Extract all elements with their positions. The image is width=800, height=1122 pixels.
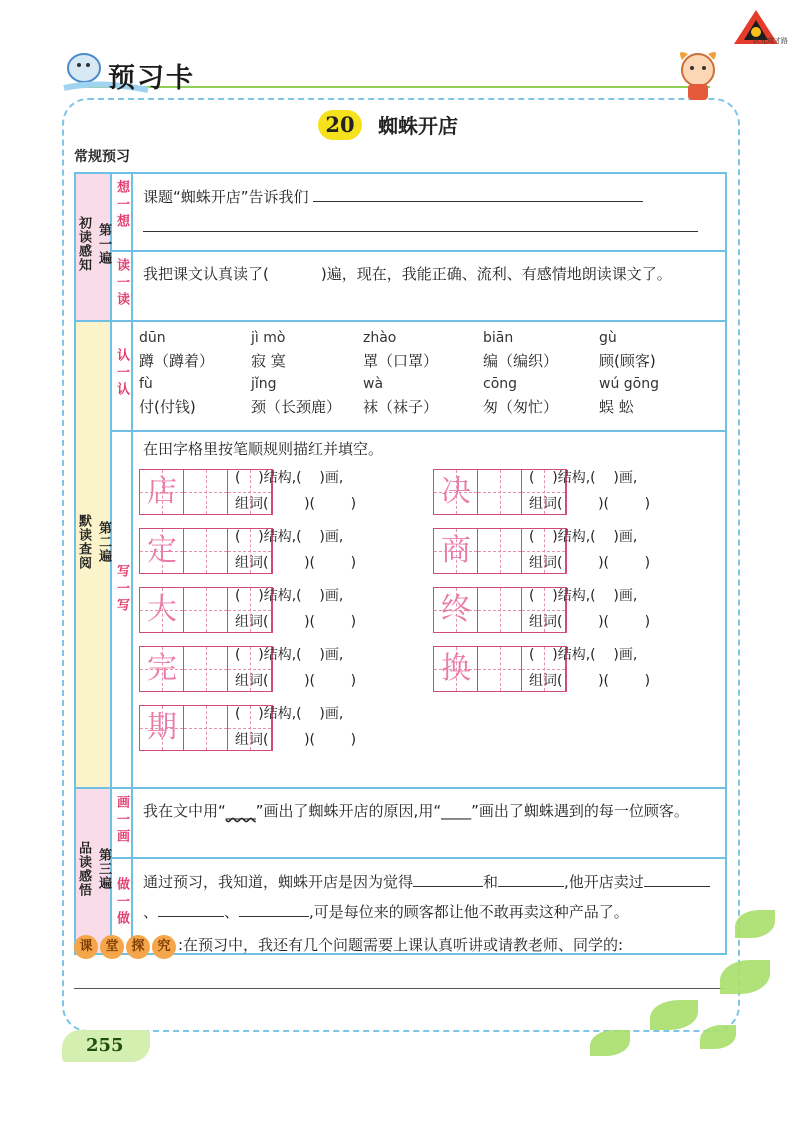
zuo-text-5: 、 xyxy=(224,903,240,921)
hanzi-word: 袜（袜子） xyxy=(363,398,439,416)
word-group-blank[interactable]: 组词( )( ) xyxy=(235,673,357,689)
structure-strokes-blank[interactable]: ( )结构,( )画, xyxy=(529,588,638,604)
hanzi-word: 颈（长颈鹿） xyxy=(251,398,342,416)
word-group-blank[interactable]: 组词( )( ) xyxy=(529,614,651,630)
word-group-blank[interactable]: 组词( )( ) xyxy=(235,555,357,571)
trace-character: 定 xyxy=(147,533,177,568)
tianzige-cell[interactable] xyxy=(478,588,522,632)
answer-blank[interactable] xyxy=(644,870,710,887)
part-2-label xyxy=(75,321,111,788)
part-2-title: 默读查阅 xyxy=(76,514,91,570)
hua-text-2: ”画出了蜘蛛开店的原因,用“ xyxy=(255,802,442,820)
answer-line[interactable] xyxy=(74,988,724,989)
inquiry-circle: 堂 xyxy=(100,935,124,959)
answer-blank[interactable] xyxy=(498,870,564,887)
xiang-text: 课题“蜘蛛开店”告诉我们 xyxy=(143,188,309,206)
pinyin: zhào xyxy=(363,330,397,346)
structure-strokes-blank[interactable]: ( )结构,( )画, xyxy=(529,647,638,663)
trace-character: 换 xyxy=(441,651,471,686)
tianzige-cell[interactable] xyxy=(184,647,228,691)
trace-character: 商 xyxy=(441,533,471,568)
answer-blank[interactable] xyxy=(413,870,483,887)
leaf-decoration-icon xyxy=(590,1030,630,1056)
tianzige-cell[interactable] xyxy=(478,470,522,514)
ren-cell xyxy=(132,321,726,431)
structure-strokes-blank[interactable]: ( )结构,( )画, xyxy=(235,647,344,663)
inquiry-circle: 课 xyxy=(74,935,98,959)
hanzi-word: 寂 寞 xyxy=(251,352,286,370)
pinyin-grid xyxy=(133,322,725,428)
card-title: 预习卡 xyxy=(108,63,195,94)
word-group-blank[interactable]: 组词( )( ) xyxy=(529,555,651,571)
hanzi-word: 蹲（蹲着） xyxy=(139,352,215,370)
zuo-text-2: 和 xyxy=(483,873,499,891)
hanzi-word: 付(付钱) xyxy=(139,398,196,416)
lesson-title: 蜘蛛开店 xyxy=(378,114,458,138)
trace-character: 大 xyxy=(147,592,177,627)
tianzige-cell[interactable] xyxy=(478,529,522,573)
part-1-title: 初读感知 xyxy=(76,216,91,272)
xiang-cell xyxy=(132,173,726,251)
word-group-blank[interactable]: 组词( )( ) xyxy=(235,614,357,630)
section-label: 常规预习 xyxy=(74,149,130,165)
answer-line[interactable] xyxy=(313,185,643,202)
trace-character: 完 xyxy=(147,651,177,686)
pinyin: dūn xyxy=(139,330,166,346)
pinyin: gù xyxy=(599,330,617,346)
du-cell xyxy=(132,251,726,321)
mascot-icon xyxy=(668,44,728,104)
part-1-label xyxy=(75,173,111,321)
du-text-2: )遍，现在，我能正确、流利、有感情地朗读课文了。 xyxy=(320,265,672,283)
hua-text-3: ”画出了蜘蛛遇到的每一位顾客。 xyxy=(471,802,689,820)
page-number: 255 xyxy=(86,1035,124,1056)
zuo-text-1: 通过预习，我知道，蜘蛛开店是因为觉得 xyxy=(143,873,414,891)
tianzige-cell[interactable] xyxy=(184,706,228,750)
leaf-decoration-icon xyxy=(700,1025,736,1049)
wavy-line-mark: ____ xyxy=(225,802,256,820)
tag-hua: 画一画 xyxy=(111,788,132,858)
answer-line[interactable] xyxy=(143,215,698,232)
zuo-text-4: 、 xyxy=(143,903,159,921)
word-group-blank[interactable]: 组词( )( ) xyxy=(235,732,357,748)
straight-line-mark: ____ xyxy=(441,802,472,820)
hua-cell xyxy=(132,788,726,858)
pinyin: jǐng xyxy=(251,376,277,392)
pinyin: biān xyxy=(483,330,514,346)
part-3-title: 品读感悟 xyxy=(76,841,91,897)
zuo-text-6: ,可是每位来的顾客都让他不敢再卖这种产品了。 xyxy=(309,903,629,921)
inquiry-prompt xyxy=(74,934,623,959)
part-3-name: 第三遍 xyxy=(96,848,111,890)
preview-table xyxy=(74,172,727,955)
trace-character: 终 xyxy=(441,592,471,627)
hua-text-1: 我在文中用“ xyxy=(143,802,226,820)
lesson-number-badge: 20 xyxy=(318,110,362,140)
tag-xiang: 想一想 xyxy=(111,173,132,251)
trace-character: 店 xyxy=(147,474,177,509)
pinyin: fù xyxy=(139,376,153,392)
answer-blank[interactable] xyxy=(239,900,309,917)
hanzi-word: 顾(顾客) xyxy=(599,352,656,370)
tianzige-area xyxy=(133,459,725,787)
tianzige-cell[interactable] xyxy=(478,647,522,691)
trace-character: 决 xyxy=(441,474,471,509)
brand-name: 状元成才路 xyxy=(753,37,788,45)
inquiry-text: :在预习中，我还有几个问题需要上课认真听讲或请教老师、同学的: xyxy=(178,936,624,954)
pinyin: cōng xyxy=(483,376,518,392)
part-2-name: 第二遍 xyxy=(96,521,111,563)
zuo-text-3: ,他开店卖过 xyxy=(564,873,644,891)
pinyin: jì mò xyxy=(251,330,286,346)
hanzi-word: 编（编织） xyxy=(483,352,559,370)
tag-xie: 写一写 xyxy=(111,431,132,788)
tag-du: 读一读 xyxy=(111,251,132,321)
part-3-label xyxy=(75,788,111,954)
inquiry-circle: 探 xyxy=(126,935,150,959)
structure-strokes-blank[interactable]: ( )结构,( )画, xyxy=(235,470,344,486)
part-1-name: 第一遍 xyxy=(96,223,111,265)
pinyin: wú gōng xyxy=(599,376,659,392)
du-text-1: 我把课文认真读了( xyxy=(143,265,269,283)
structure-strokes-blank[interactable]: ( )结构,( )画, xyxy=(235,529,344,545)
tag-zuo: 做一做 xyxy=(111,858,132,954)
trace-character: 期 xyxy=(147,710,177,745)
hanzi-word: 蜈 蚣 xyxy=(599,398,634,416)
tag-ren: 认一认 xyxy=(111,321,132,431)
structure-strokes-blank[interactable]: ( )结构,( )画, xyxy=(235,706,344,722)
inquiry-circle: 究 xyxy=(152,935,176,959)
word-group-blank[interactable]: 组词( )( ) xyxy=(529,496,651,512)
leaf-decoration-icon xyxy=(735,910,775,938)
hanzi-word: 罩（口罩） xyxy=(363,352,439,370)
structure-strokes-blank[interactable]: ( )结构,( )画, xyxy=(529,470,638,486)
structure-strokes-blank[interactable]: ( )结构,( )画, xyxy=(235,588,344,604)
xie-instruction: 在田字格里按笔顺规则描红并填空。 xyxy=(143,440,384,458)
pinyin: wà xyxy=(363,376,384,392)
xie-cell xyxy=(132,431,726,788)
hanzi-word: 匆（匆忙） xyxy=(483,398,559,416)
answer-blank[interactable] xyxy=(158,900,224,917)
tianzige-cell[interactable] xyxy=(184,470,228,514)
structure-strokes-blank[interactable]: ( )结构,( )画, xyxy=(529,529,638,545)
tianzige-cell[interactable] xyxy=(184,588,228,632)
tianzige-cell[interactable] xyxy=(184,529,228,573)
word-group-blank[interactable]: 组词( )( ) xyxy=(529,673,651,689)
word-group-blank[interactable]: 组词( )( ) xyxy=(235,496,357,512)
